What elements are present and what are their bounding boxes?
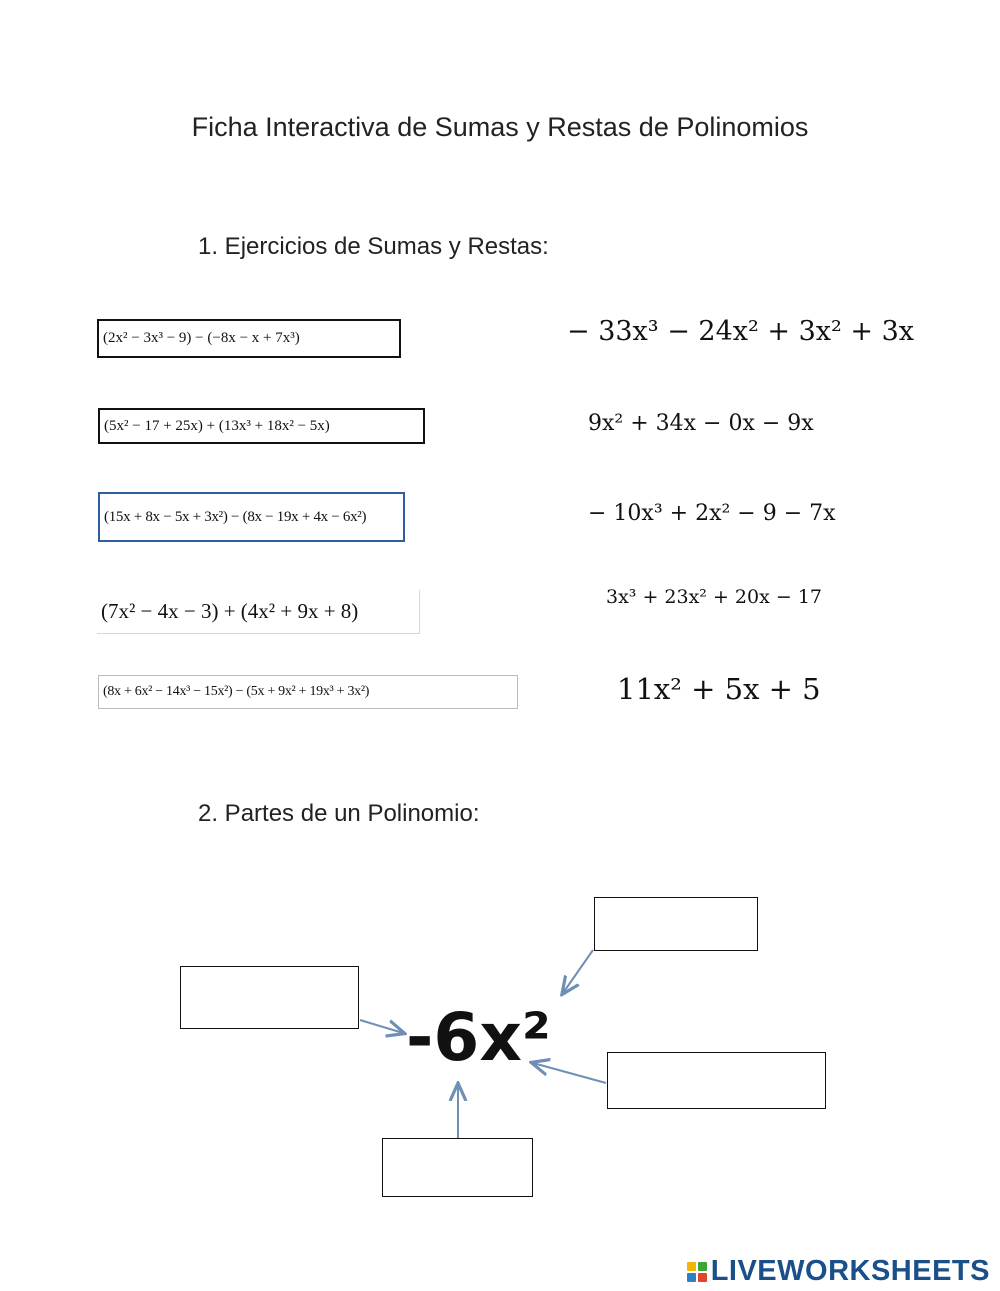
page-title: Ficha Interactiva de Sumas y Restas de Polinomios [191, 112, 809, 142]
answer-2[interactable]: 9x² + 34x − 0x − 9x [588, 411, 814, 436]
polynomial-term: -6x² [406, 999, 551, 1076]
exercise-2[interactable]: (5x² − 17 + 25x) + (13x³ + 18x² − 5x) [98, 408, 425, 444]
answer-1[interactable]: − 33x³ − 24x² + 3x² + 3x [567, 316, 915, 347]
exercise-3[interactable]: (15x + 8x − 5x + 3x²) − (8x − 19x + 4x − 6x²) [98, 492, 405, 542]
answer-3[interactable]: − 10x³ + 2x² − 9 − 7x [588, 501, 836, 526]
answer-box-coefficient[interactable] [382, 1138, 533, 1197]
exercise-1[interactable]: (2x² − 3x³ − 9) − (−8x − x + 7x³) [97, 319, 401, 358]
liveworksheets-logo [687, 1255, 990, 1288]
answer-box-literal-part[interactable] [607, 1052, 826, 1109]
answer-box-exponent[interactable] [594, 897, 758, 951]
section-2-heading: 2. Partes de un Polinomio: [198, 800, 480, 827]
section-1-heading: 1. Ejercicios de Sumas y Restas: [198, 233, 549, 260]
logo-icon [687, 1262, 707, 1282]
answer-4[interactable]: 3x³ + 23x² + 20x − 17 [606, 586, 822, 608]
arrow-to-exponent [563, 950, 593, 993]
exercise-5[interactable]: (8x + 6x² − 14x³ − 15x²) − (5x + 9x² + 19x³ + 3x²) [98, 675, 518, 709]
arrow-to-sign [360, 1020, 403, 1033]
brand-name: LIVEWORKSHEETS [710, 1255, 990, 1287]
answer-box-sign[interactable] [180, 966, 359, 1029]
exercise-4[interactable]: (7x² − 4x − 3) + (4x² + 9x + 8) [97, 590, 420, 634]
answer-5[interactable]: 11x² + 5x + 5 [617, 672, 821, 706]
